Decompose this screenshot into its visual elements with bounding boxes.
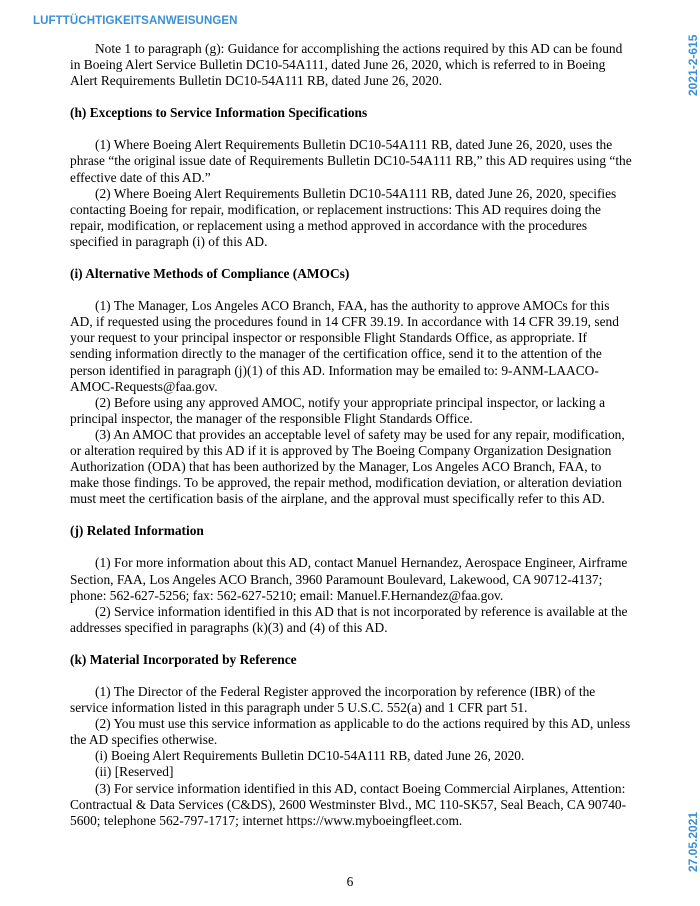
paragraph-k-2: (2) You must use this service information as applicable to do the actions required by this AD, unless the AD specifies otherwise. [70, 716, 631, 748]
paragraph-j-2: (2) Service information identified in this AD that is not incorporated by reference is available at the addresses specified in paragraphs (k)(3) and (4) of this AD. [70, 603, 628, 635]
page-number: 6 [346, 874, 354, 889]
paragraph-i-1: (1) The Manager, Los Angeles ACO Branch, FAA, has the authority to approve AMOCs for this AD, if requested using the procedures found in 14 CFR 39.19. In accordance with 14 CFR 39.19, send your request to your principal inspector or responsible Flight Standards Office, as appropriate. If sending information directly to the manager of the certification office, send it to the attention of the person identified in paragraph (j)(1) of this AD. Information may be emailed to: 9-ANM-LAACO-AMOC-Requests@faa.gov. [70, 298, 619, 394]
side-date: 27.05.2021 [686, 811, 700, 872]
heading-section-j: (j) Related Information [70, 523, 204, 539]
paragraph-j-1: (1) For more information about this AD, contact Manuel Hernandez, Aerospace Engineer, Airframe Section, FAA, Los Angeles ACO Branch, 3960 Paramount Boulevard, Lakewood, CA 90712-4137; phone: 562-627-5256; fax: 562-627-5210; email: Manuel.F.Hernandez@faa.gov. [70, 555, 628, 603]
paragraph-k-3: (3) For service information identified in this AD, contact Boeing Commercial Airplanes, Attention: Contractual & Data Services (C&DS), 2600 Westminster Blvd., MC 110-SK57, Seal Beach, CA 90740-5600; telephone 562-797-1717; internet https://www.myboeingfleet.com. [70, 780, 627, 828]
paragraph-h-1: (1) Where Boeing Alert Requirements Bulletin DC10-54A111 RB, dated June 26, 2020, uses the phrase “the original issue date of Requirements Bulletin DC10-54A111 RB,” this AD requires using “the effective date of this AD.” [70, 137, 632, 185]
paragraph-i-2: (2) Before using any approved AMOC, notify your appropriate principal inspector, or lacking a principal inspector, the manager of the responsible Flight Standards Office. [70, 394, 606, 426]
running-header: LUFTTÜCHTIGKEITSANWEISUNGEN [33, 15, 238, 27]
paragraph-k-2-ii: (ii) [Reserved] [95, 764, 174, 780]
side-document-code: 2021-2-615 [686, 34, 700, 96]
paragraph-k-2-i: (i) Boeing Alert Requirements Bulletin DC10-54A111 RB, dated June 26, 2020. [95, 748, 525, 764]
heading-section-h: (h) Exceptions to Service Information Specifications [70, 105, 368, 121]
note-paragraph-g: Note 1 to paragraph (g): Guidance for accomplishing the actions required by this AD can be found in Boeing Alert Service Bulletin DC10-54A111, dated June 26, 2020, which is referred to in Boeing Alert Requirements Bulletin DC10-54A111 RB, dated June 26, 2020. [70, 41, 623, 89]
paragraph-i-3: (3) An AMOC that provides an acceptable level of safety may be used for any repair, modification, or alteration required by this AD if it is approved by The Boeing Company Organization Designation Authorization (ODA) that has been authorized by the Manager, Los Angeles ACO Branch, FAA, to make those findings. To be approved, the repair method, modification deviation, or alteration deviation must meet the certification basis of the airplane, and the approval must specifically refer to this AD. [70, 426, 625, 507]
heading-section-k: (k) Material Incorporated by Reference [70, 651, 297, 667]
document-body [70, 41, 632, 829]
paragraph-h-2: (2) Where Boeing Alert Requirements Bulletin DC10-54A111 RB, dated June 26, 2020, specifies contacting Boeing for repair, modification, or replacement instructions: This AD requires doing the repair, modification, or replacement using a method approved in accordance with the procedures specified in paragraph (i) of this AD. [70, 185, 617, 249]
paragraph-k-1: (1) The Director of the Federal Register approved the incorporation by reference (IBR) of the service information listed in this paragraph under 5 U.S.C. 552(a) and 1 CFR part 51. [70, 684, 596, 716]
heading-section-i: (i) Alternative Methods of Compliance (AMOCs) [70, 266, 350, 282]
